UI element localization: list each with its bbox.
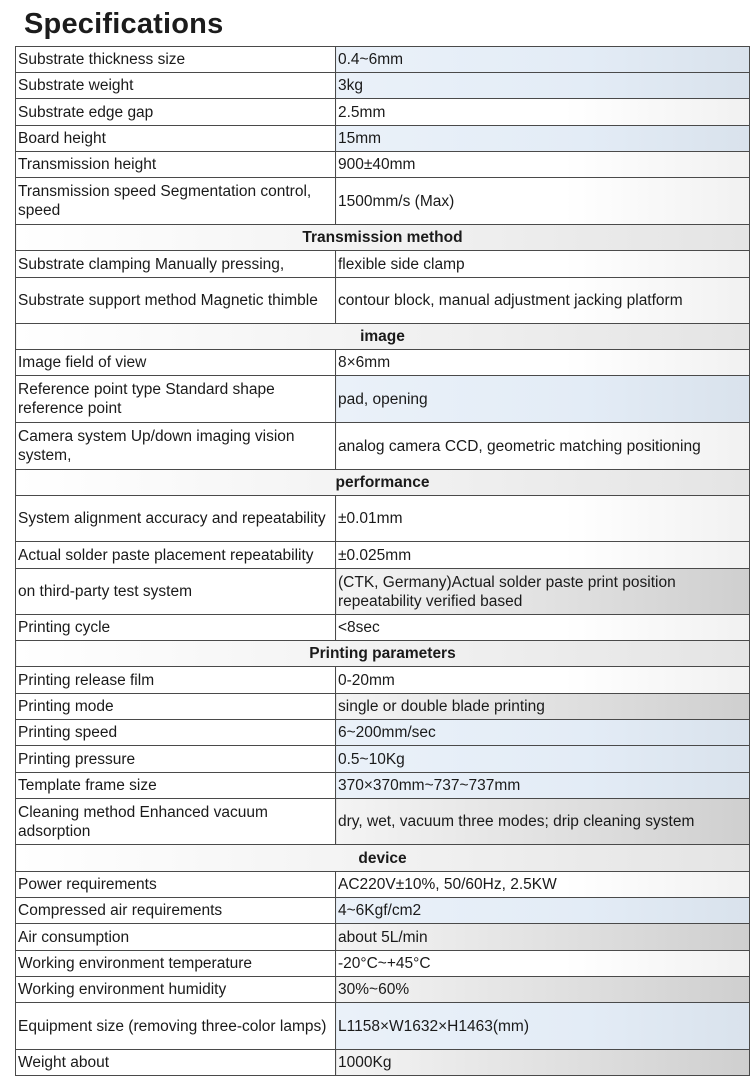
- spec-label: Actual solder paste placement repeatability: [16, 542, 336, 569]
- spec-label: Substrate support method Magnetic thimble: [16, 278, 336, 324]
- table-row: [16, 542, 750, 569]
- table-row: [16, 872, 750, 898]
- spec-label: Cleaning method Enhanced vacuum adsorption: [16, 799, 336, 845]
- table-row: [16, 376, 750, 423]
- spec-value: 30%~60%: [336, 977, 750, 1003]
- spec-value: 8×6mm: [336, 350, 750, 376]
- spec-value: 3kg: [336, 73, 750, 99]
- spec-label: on third-party test system: [16, 569, 336, 615]
- table-row: [16, 615, 750, 641]
- spec-label: Transmission speed Segmentation control, speed: [16, 178, 336, 225]
- table-row: [16, 496, 750, 542]
- section-header-row: [16, 845, 750, 872]
- table-row: [16, 278, 750, 324]
- spec-label: Substrate weight: [16, 73, 336, 99]
- spec-value: 900±40mm: [336, 152, 750, 178]
- section-header-row: [16, 225, 750, 251]
- table-row: [16, 951, 750, 977]
- table-row: [16, 667, 750, 694]
- table-row: [16, 924, 750, 951]
- table-row: [16, 746, 750, 773]
- spec-label: Printing speed: [16, 720, 336, 746]
- spec-value: AC220V±10%, 50/60Hz, 2.5KW: [336, 872, 750, 898]
- table-row: [16, 251, 750, 278]
- spec-label: Printing pressure: [16, 746, 336, 773]
- spec-value: ±0.01mm: [336, 496, 750, 542]
- specifications-table-body: [16, 47, 750, 1076]
- table-row: [16, 73, 750, 99]
- specifications-table: [15, 46, 750, 1076]
- spec-label: Working environment temperature: [16, 951, 336, 977]
- section-header: Transmission method: [16, 225, 750, 251]
- table-row: [16, 47, 750, 73]
- table-row: [16, 126, 750, 152]
- section-header: device: [16, 845, 750, 872]
- spec-value: flexible side clamp: [336, 251, 750, 278]
- table-row: [16, 694, 750, 720]
- spec-value: -20°C~+45°C: [336, 951, 750, 977]
- spec-label: System alignment accuracy and repeatability: [16, 496, 336, 542]
- spec-label: Printing release film: [16, 667, 336, 694]
- spec-label: Printing mode: [16, 694, 336, 720]
- spec-label: Working environment humidity: [16, 977, 336, 1003]
- spec-value: dry, wet, vacuum three modes; drip cleaning system: [336, 799, 750, 845]
- spec-value: 370×370mm~737~737mm: [336, 773, 750, 799]
- spec-value: pad, opening: [336, 376, 750, 423]
- spec-value: 1500mm/s (Max): [336, 178, 750, 225]
- spec-label: Substrate edge gap: [16, 99, 336, 126]
- table-row: [16, 569, 750, 615]
- spec-value: about 5L/min: [336, 924, 750, 951]
- spec-label: Power requirements: [16, 872, 336, 898]
- table-row: [16, 423, 750, 470]
- table-row: [16, 99, 750, 126]
- spec-label: Weight about: [16, 1050, 336, 1076]
- spec-label: Compressed air requirements: [16, 898, 336, 924]
- spec-label: Image field of view: [16, 350, 336, 376]
- spec-value: (CTK, Germany)Actual solder paste print position repeatability verified based: [336, 569, 750, 615]
- spec-value: 15mm: [336, 126, 750, 152]
- table-row: [16, 977, 750, 1003]
- table-row: [16, 178, 750, 225]
- spec-value: 1000Kg: [336, 1050, 750, 1076]
- page-title: Specifications: [24, 8, 224, 40]
- spec-value: analog camera CCD, geometric matching positioning: [336, 423, 750, 470]
- spec-label: Template frame size: [16, 773, 336, 799]
- section-header-row: [16, 641, 750, 667]
- spec-value: ±0.025mm: [336, 542, 750, 569]
- spec-value: 2.5mm: [336, 99, 750, 126]
- spec-value: 6~200mm/sec: [336, 720, 750, 746]
- table-row: [16, 1050, 750, 1076]
- spec-label: Air consumption: [16, 924, 336, 951]
- spec-label: Board height: [16, 126, 336, 152]
- spec-value: 0-20mm: [336, 667, 750, 694]
- spec-label: Camera system Up/down imaging vision system,: [16, 423, 336, 470]
- spec-value: contour block, manual adjustment jacking platform: [336, 278, 750, 324]
- spec-value: 4~6Kgf/cm2: [336, 898, 750, 924]
- spec-label: Printing cycle: [16, 615, 336, 641]
- spec-label: Substrate thickness size: [16, 47, 336, 73]
- spec-value: L1158×W1632×H1463(mm): [336, 1003, 750, 1050]
- spec-label: Reference point type Standard shape reference point: [16, 376, 336, 423]
- section-header: performance: [16, 470, 750, 496]
- spec-label: Equipment size (removing three-color lamps): [16, 1003, 336, 1050]
- table-row: [16, 152, 750, 178]
- table-row: [16, 898, 750, 924]
- spec-label: Transmission height: [16, 152, 336, 178]
- table-row: [16, 350, 750, 376]
- spec-value: <8sec: [336, 615, 750, 641]
- section-header-row: [16, 470, 750, 496]
- section-header-row: [16, 324, 750, 350]
- section-header: image: [16, 324, 750, 350]
- spec-value: 0.4~6mm: [336, 47, 750, 73]
- table-row: [16, 799, 750, 845]
- table-row: [16, 1003, 750, 1050]
- section-header: Printing parameters: [16, 641, 750, 667]
- spec-value: 0.5~10Kg: [336, 746, 750, 773]
- table-row: [16, 773, 750, 799]
- spec-label: Substrate clamping Manually pressing,: [16, 251, 336, 278]
- table-row: [16, 720, 750, 746]
- spec-value: single or double blade printing: [336, 694, 750, 720]
